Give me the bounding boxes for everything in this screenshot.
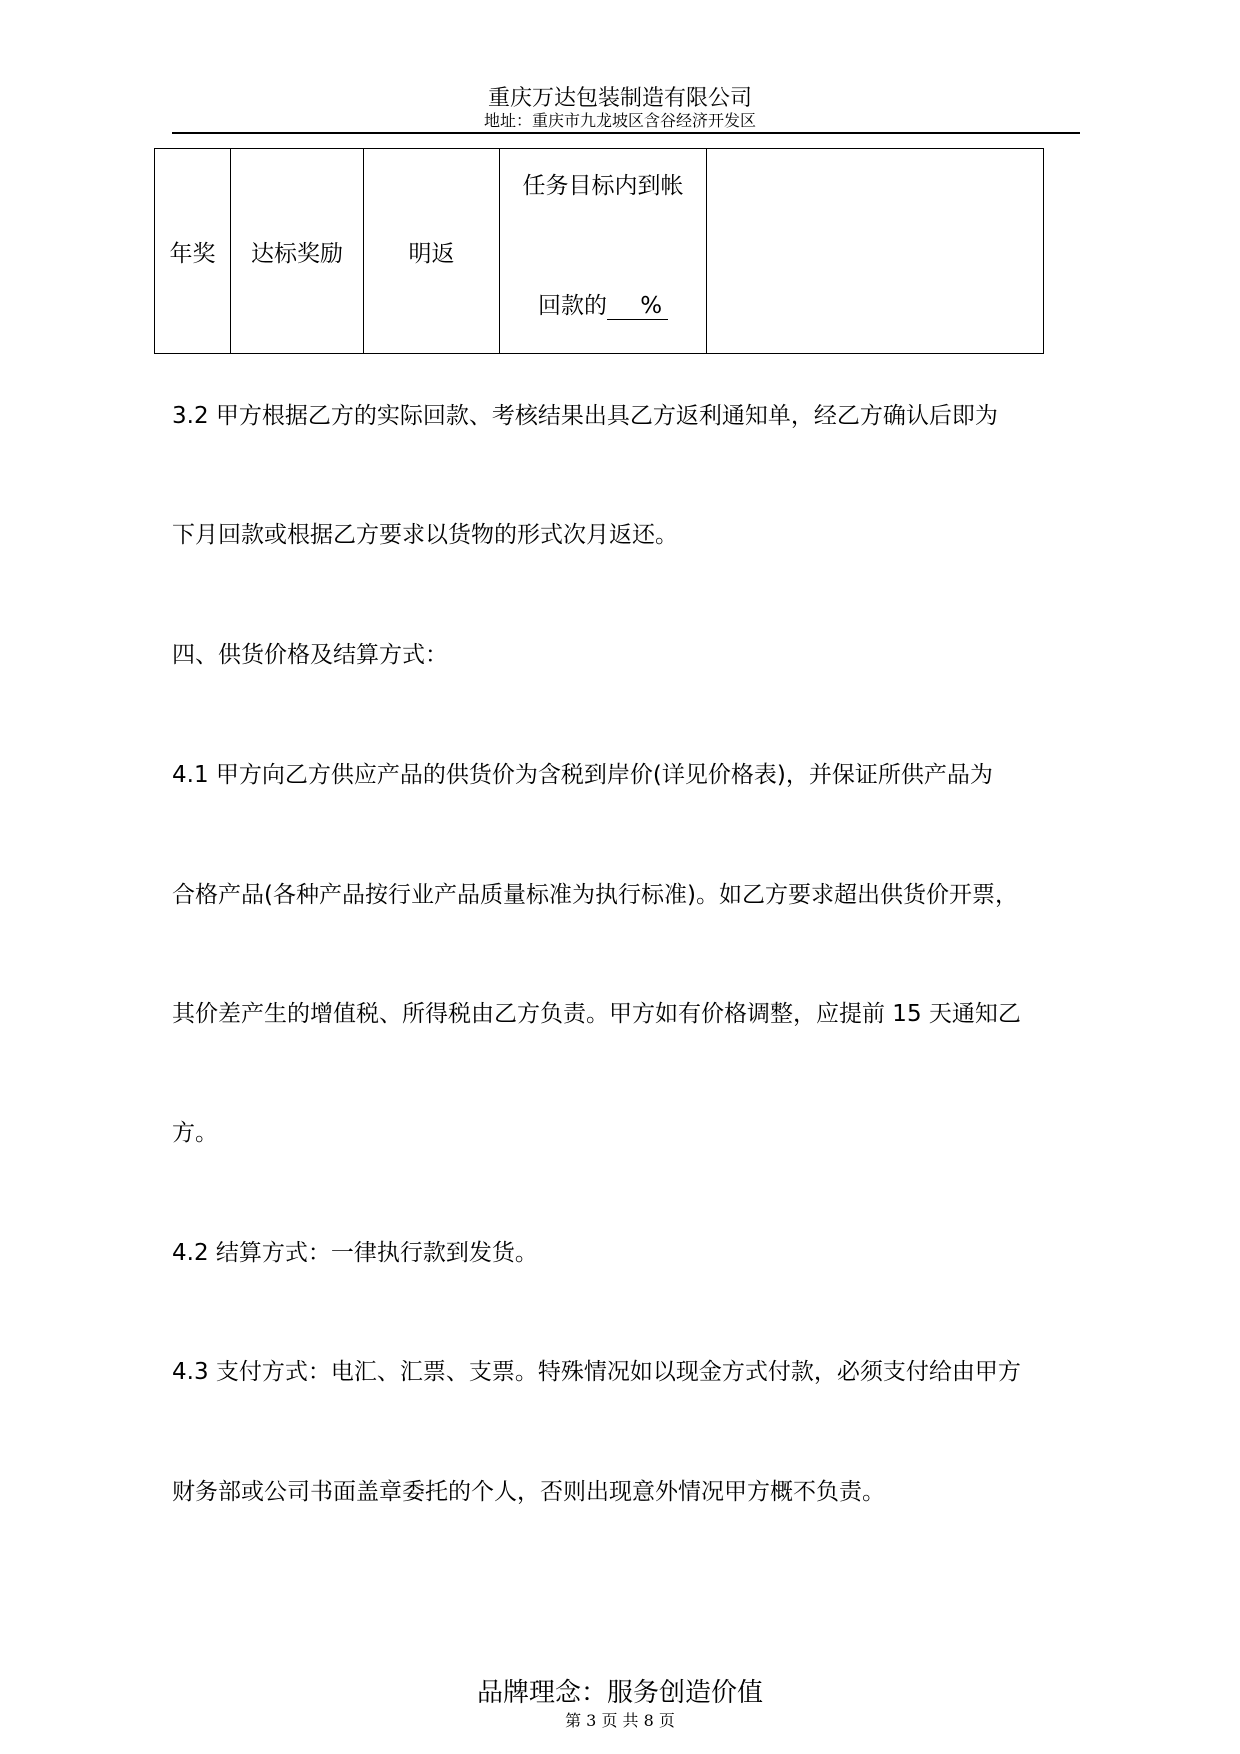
cell-reward-type: 年奖 (155, 149, 231, 354)
paragraph-line: 其价差产生的增值税、所得税由乙方负责。甲方如有价格调整，应提前 15 天通知乙 (172, 1001, 1021, 1027)
company-address: 地址：重庆市九龙坡区含谷经济开发区 (483, 111, 756, 130)
paragraph-line: 下月回款或根据乙方要求以货物的形式次月返还。 (172, 522, 678, 548)
reward-table (154, 148, 1044, 354)
paragraph-line: 合格产品(各种产品按行业产品质量标准为执行标准)。如乙方要求超出供货价开票， (172, 882, 1018, 908)
table-row (155, 149, 1044, 354)
header-divider (172, 132, 1080, 134)
paragraph-line: 4.1 甲方向乙方供应产品的供货价为含税到岸价(详见价格表)，并保证所供产品为 (172, 762, 993, 788)
paragraph-line: 方。 (172, 1120, 218, 1146)
percent-blank (607, 293, 668, 320)
section-heading: 四、供货价格及结算方式： (172, 642, 448, 668)
cell-reward-name: 达标奖励 (231, 149, 364, 354)
paragraph-line: 4.3 支付方式：电汇、汇票、支票。特殊情况如以现金方式付款，必须支付给由甲方 (172, 1359, 1021, 1385)
paragraph-line: 财务部或公司书面盖章委托的个人，否则出现意外情况甲方概不负责。 (172, 1479, 885, 1505)
cell-reward-method: 明返 (364, 149, 500, 354)
cell-empty (707, 149, 1044, 354)
cell-reward-condition (500, 149, 707, 354)
page-number: 第 3 页 共 8 页 (565, 1711, 675, 1730)
condition-line-1: 任务目标内到帐 (522, 173, 684, 199)
brand-slogan: 品牌理念：服务创造价值 (476, 1678, 763, 1708)
condition-line-2 (500, 287, 706, 320)
condition-prefix: 回款的 (537, 293, 607, 319)
company-name: 重庆万达包装制造有限公司 (487, 86, 752, 111)
paragraph-line: 3.2 甲方根据乙方的实际回款、考核结果出具乙方返利通知单，经乙方确认后即为 (172, 403, 998, 429)
paragraph-line: 4.2 结算方式：一律执行款到发货。 (172, 1240, 538, 1266)
percent-sign: % (640, 293, 663, 319)
